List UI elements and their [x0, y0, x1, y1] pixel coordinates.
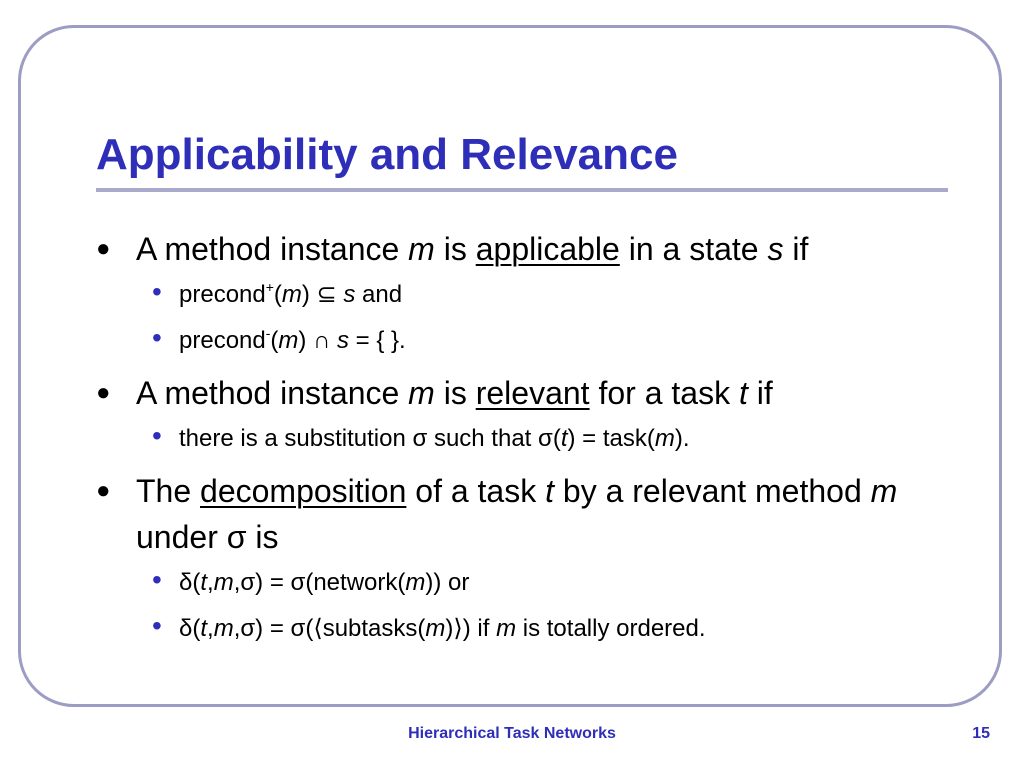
text: δ(	[179, 569, 201, 596]
var-m: m	[278, 327, 299, 354]
text: )) or	[425, 569, 470, 596]
sub-bullet-icon: •	[152, 420, 162, 451]
text: (	[273, 281, 282, 308]
sub-bullet-icon: •	[152, 610, 162, 641]
sub-bullet-icon: •	[152, 564, 162, 595]
page-number: 15	[972, 725, 990, 742]
text: for a task	[589, 375, 739, 411]
text: ,σ) = σ(⟨subtasks(	[233, 615, 426, 642]
text: δ(	[179, 615, 201, 642]
text: in a state	[619, 231, 768, 267]
var-t: t	[545, 473, 554, 509]
var-s: s	[767, 231, 784, 267]
footer-title: Hierarchical Task Networks	[408, 725, 616, 742]
text: A method instance	[136, 231, 409, 267]
text: is	[434, 375, 476, 411]
sub-bullet-icon: •	[152, 276, 162, 307]
sub-bullet-subtasks	[96, 606, 956, 652]
text: under σ is	[136, 519, 279, 555]
sub-bullet-precond-minus	[96, 318, 956, 364]
text: ) = task(	[567, 425, 655, 452]
var-t: t	[560, 425, 568, 452]
slide-title: Applicability and Relevance	[96, 130, 678, 179]
text: of a task	[406, 473, 546, 509]
sub-bullet-icon: •	[152, 322, 162, 353]
text: is totally ordered.	[516, 615, 706, 642]
text: The	[136, 473, 201, 509]
sub-bullet-precond-plus	[96, 272, 956, 318]
var-t: t	[738, 375, 748, 411]
bullet-applicable	[96, 226, 956, 272]
text: (	[270, 327, 279, 354]
var-m: m	[213, 569, 234, 596]
superscript: +	[265, 279, 274, 295]
title-underline	[96, 188, 948, 192]
text: is	[434, 231, 476, 267]
text: )⟩) if	[445, 615, 497, 642]
var-m: m	[408, 375, 435, 411]
bullet-dot-icon: ●	[96, 477, 111, 504]
text: A method instance	[136, 375, 409, 411]
term-applicable: applicable	[475, 231, 620, 267]
var-m: m	[408, 231, 435, 267]
var-t: t	[200, 615, 208, 642]
var-m: m	[425, 615, 446, 642]
var-m: m	[654, 425, 675, 452]
text: precond	[179, 327, 266, 354]
text: ,σ) = σ(network(	[233, 569, 406, 596]
slide-content	[96, 220, 956, 652]
text: by a relevant method	[554, 473, 871, 509]
text: precond	[179, 281, 266, 308]
text: if	[747, 375, 773, 411]
var-t: t	[200, 569, 208, 596]
sub-bullet-network	[96, 560, 956, 606]
term-relevant: relevant	[475, 375, 590, 411]
var-m: m	[281, 281, 302, 308]
sub-bullet-substitution	[96, 416, 956, 462]
var-m: m	[213, 615, 234, 642]
text: ) ∩	[298, 327, 337, 354]
text: and	[355, 281, 403, 308]
text: ,	[207, 569, 214, 596]
text: if	[783, 231, 809, 267]
bullet-decomposition	[96, 468, 956, 560]
var-m: m	[870, 473, 898, 509]
superscript: -	[265, 325, 271, 341]
var-m: m	[405, 569, 426, 596]
term-decomposition: decomposition	[200, 473, 407, 509]
var-s: s	[343, 281, 356, 308]
bullet-dot-icon: ●	[96, 235, 111, 262]
bullet-relevant	[96, 370, 956, 416]
bullet-dot-icon: ●	[96, 379, 111, 406]
text: ).	[674, 425, 690, 452]
text: ,	[207, 615, 214, 642]
var-s: s	[336, 327, 349, 354]
var-m: m	[496, 615, 517, 642]
text: ) ⊆	[301, 281, 344, 308]
text: = { }.	[348, 327, 406, 354]
text: there is a substitution σ such that σ(	[179, 425, 561, 452]
